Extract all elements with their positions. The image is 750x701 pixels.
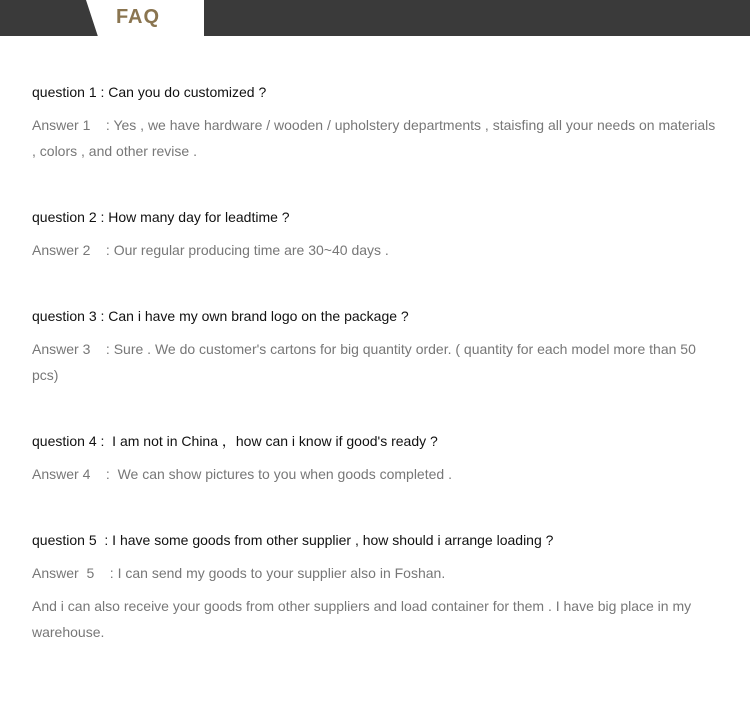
faq-answer-5-extra: And i can also receive your goods from other suppliers and load container for them . I have big place in my warehouse.: [32, 598, 696, 640]
faq-question-1: question 1 : Can you do customized ?: [32, 84, 267, 100]
faq-answer-4: Answer 4 : We can show pictures to you when goods completed .: [32, 466, 452, 482]
faq-answer-3: Answer 3 : Sure . We do customer's cartons for big quantity order. ( quantity for each model more than 50 pcs): [32, 341, 700, 383]
faq-answer-5: Answer 5 : I can send my goods to your supplier also in Foshan.: [32, 565, 446, 581]
faq-tab-label: FAQ: [115, 6, 161, 28]
faq-question-2: question 2 : How many day for leadtime ?: [32, 209, 290, 225]
faq-question-3: question 3 : Can i have my own brand logo on the package ?: [32, 308, 409, 324]
faq-answer-1: Answer 1 : Yes , we have hardware / wooden / upholstery departments , staisfing all your needs on materials , colors , and other revise .: [32, 117, 720, 159]
faq-answer-2: Answer 2 : Our regular producing time are 30~40 days .: [32, 242, 389, 258]
faq-question-4: question 4 : I am not in China ，how can i know if good's ready ?: [32, 433, 438, 449]
faq-question-5: question 5 : I have some goods from other supplier , how should i arrange loading ?: [32, 532, 554, 548]
